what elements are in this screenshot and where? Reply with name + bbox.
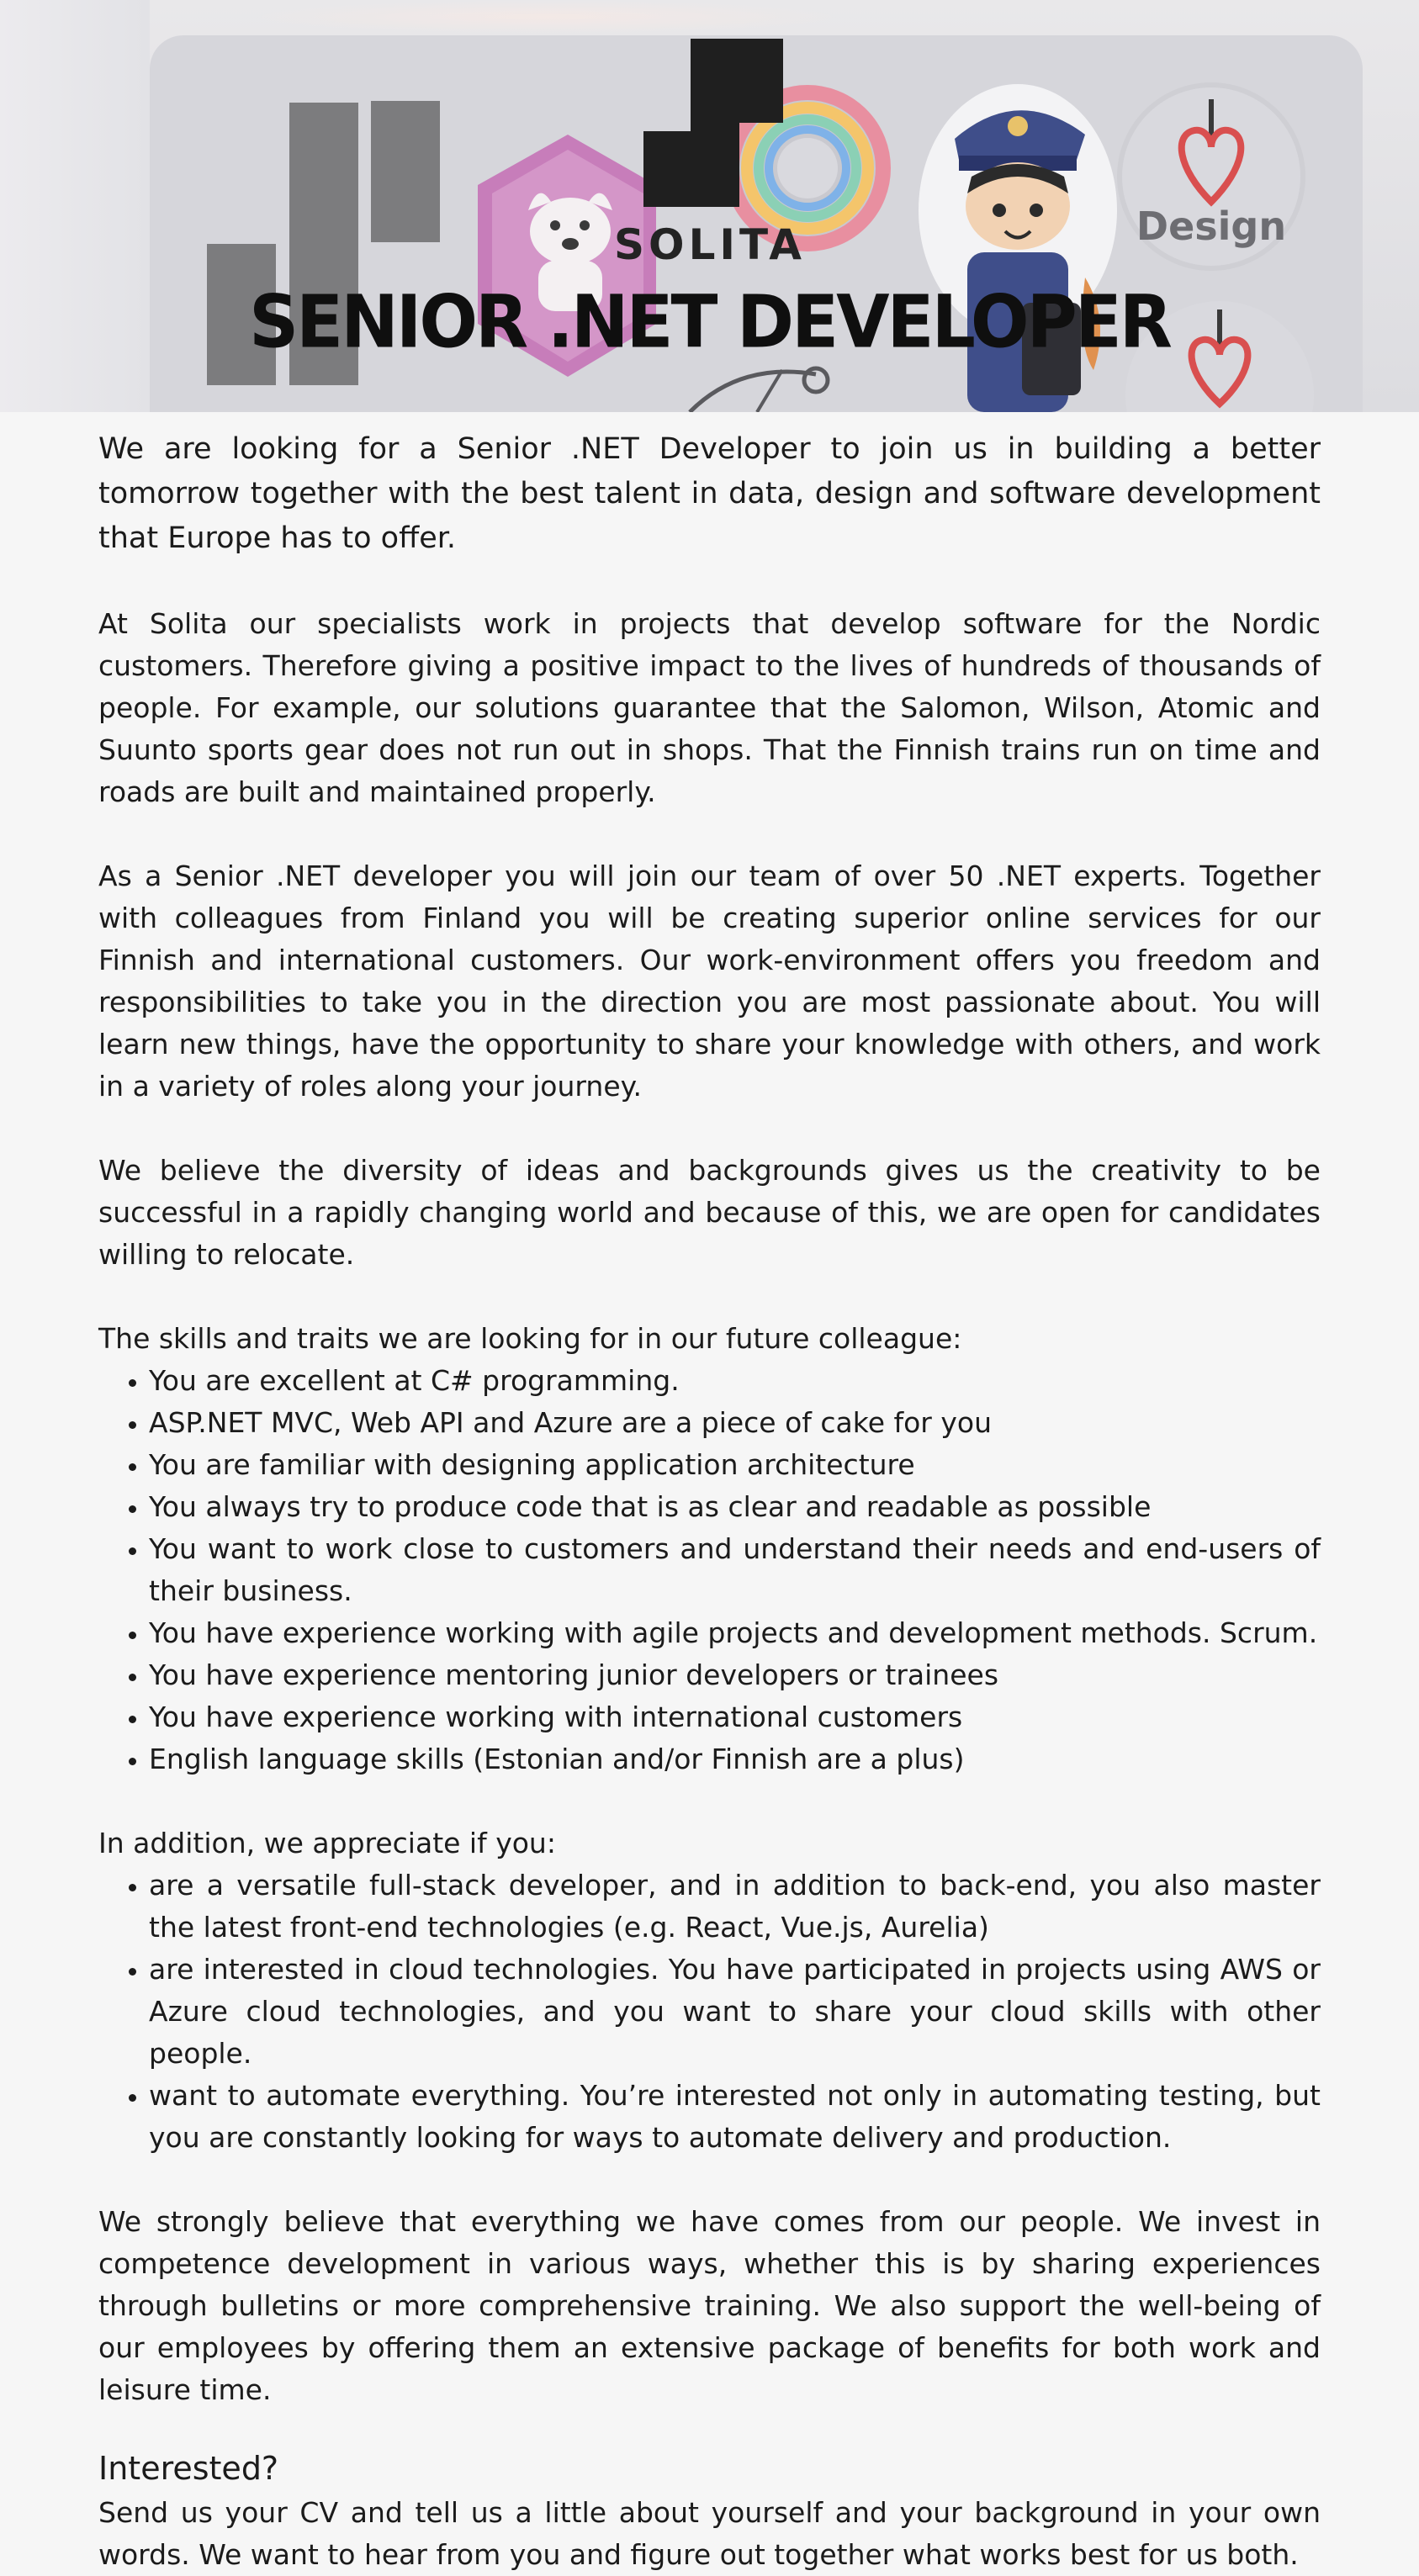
skills-list bbox=[98, 1360, 1321, 1780]
list-item: • ASP.NET MVC, Web API and Azure are a piece of cake for you bbox=[149, 1402, 1321, 1444]
job-title: SENIOR .NET DEVELOPER bbox=[249, 280, 1170, 365]
skills-heading: The skills and traits we are looking for in our future colleague: bbox=[98, 1322, 962, 1355]
list-item: • are interested in cloud technologies. You have participated in projects using AWS or Azure cloud technologies, and you want to share your cloud skills with other people. bbox=[149, 1949, 1321, 2075]
paragraph-role: As a Senior .NET developer you will join our team of over 50 .NET experts. Together with colleagues from Finland you will be creating superior online services for our Finnish and international customers. Our work-environment offers you freedom and responsibilities to take you in the direction you are most passionate about. You will learn new things, have the opportunity to share your knowledge with others, and work in a variety of roles along your journey. bbox=[98, 860, 1321, 1103]
intro-paragraph: We are looking for a Senior .NET Developer to join us in building a better tomorrow together with the best talent in data, design and software development that Europe has to offer. bbox=[98, 432, 1321, 555]
addition-list bbox=[98, 1865, 1321, 2159]
list-item: • You have experience mentoring junior developers or trainees bbox=[149, 1654, 1321, 1696]
globe-outline-sticker bbox=[690, 368, 828, 412]
hero-banner bbox=[0, 0, 1419, 412]
list-item: • You are familiar with designing application architecture bbox=[149, 1444, 1321, 1486]
closing-paragraph: We strongly believe that everything we have comes from our people. We invest in competence development in various ways, whether this is by sharing experiences through bulletins or more comprehensive training. We also support the well-being of our employees by offering them an extensive package of benefits for both work and leisure time. bbox=[98, 2205, 1321, 2406]
paragraph-diversity: We believe the diversity of ideas and backgrounds gives us the creativity to be successful in a rapidly changing world and because of this, we are open for candidates willing to relocate. bbox=[98, 1154, 1321, 1271]
addition-heading: In addition, we appreciate if you: bbox=[98, 1827, 556, 1859]
solita-logo-mark bbox=[643, 39, 783, 207]
list-item: • You are excellent at C# programming. bbox=[149, 1360, 1321, 1402]
solita-logo-text: SOLITA bbox=[614, 220, 806, 269]
list-item: • You have experience working with international customers bbox=[149, 1696, 1321, 1738]
job-description bbox=[98, 427, 1321, 2576]
list-item: • You have experience working with agile projects and development methods. Scrum. bbox=[149, 1612, 1321, 1654]
interested-heading: Interested? bbox=[98, 2450, 279, 2487]
list-item: • You want to work close to customers and understand their needs and end-users of their business. bbox=[149, 1528, 1321, 1612]
list-item: • want to automate everything. You’re interested not only in automating testing, but you are constantly looking for ways to automate delivery and production. bbox=[149, 2075, 1321, 2159]
design-sticker-text: Design bbox=[1136, 204, 1287, 249]
list-item: • You always try to produce code that is as clear and readable as possible bbox=[149, 1486, 1321, 1528]
interested-text: Send us your CV and tell us a little about yourself and your background in your own words. We want to hear from you and figure out together what works best for us both. bbox=[98, 2496, 1321, 2571]
list-item: • English language skills (Estonian and/or Finnish are a plus) bbox=[149, 1738, 1321, 1780]
paragraph-solita-projects: At Solita our specialists work in projects that develop software for the Nordic customers. Therefore giving a positive impact to the lives of hundreds of thousands of people. For example, our solutions guarantee that the Salomon, Wilson, Atomic and Suunto sports gear does not run out in shops. That the Finnish trains run on time and roads are built and maintained properly. bbox=[98, 607, 1321, 808]
list-item: • are a versatile full-stack developer, and in addition to back-end, you also master the latest front-end technologies (e.g. React, Vue.js, Aurelia) bbox=[149, 1865, 1321, 1949]
